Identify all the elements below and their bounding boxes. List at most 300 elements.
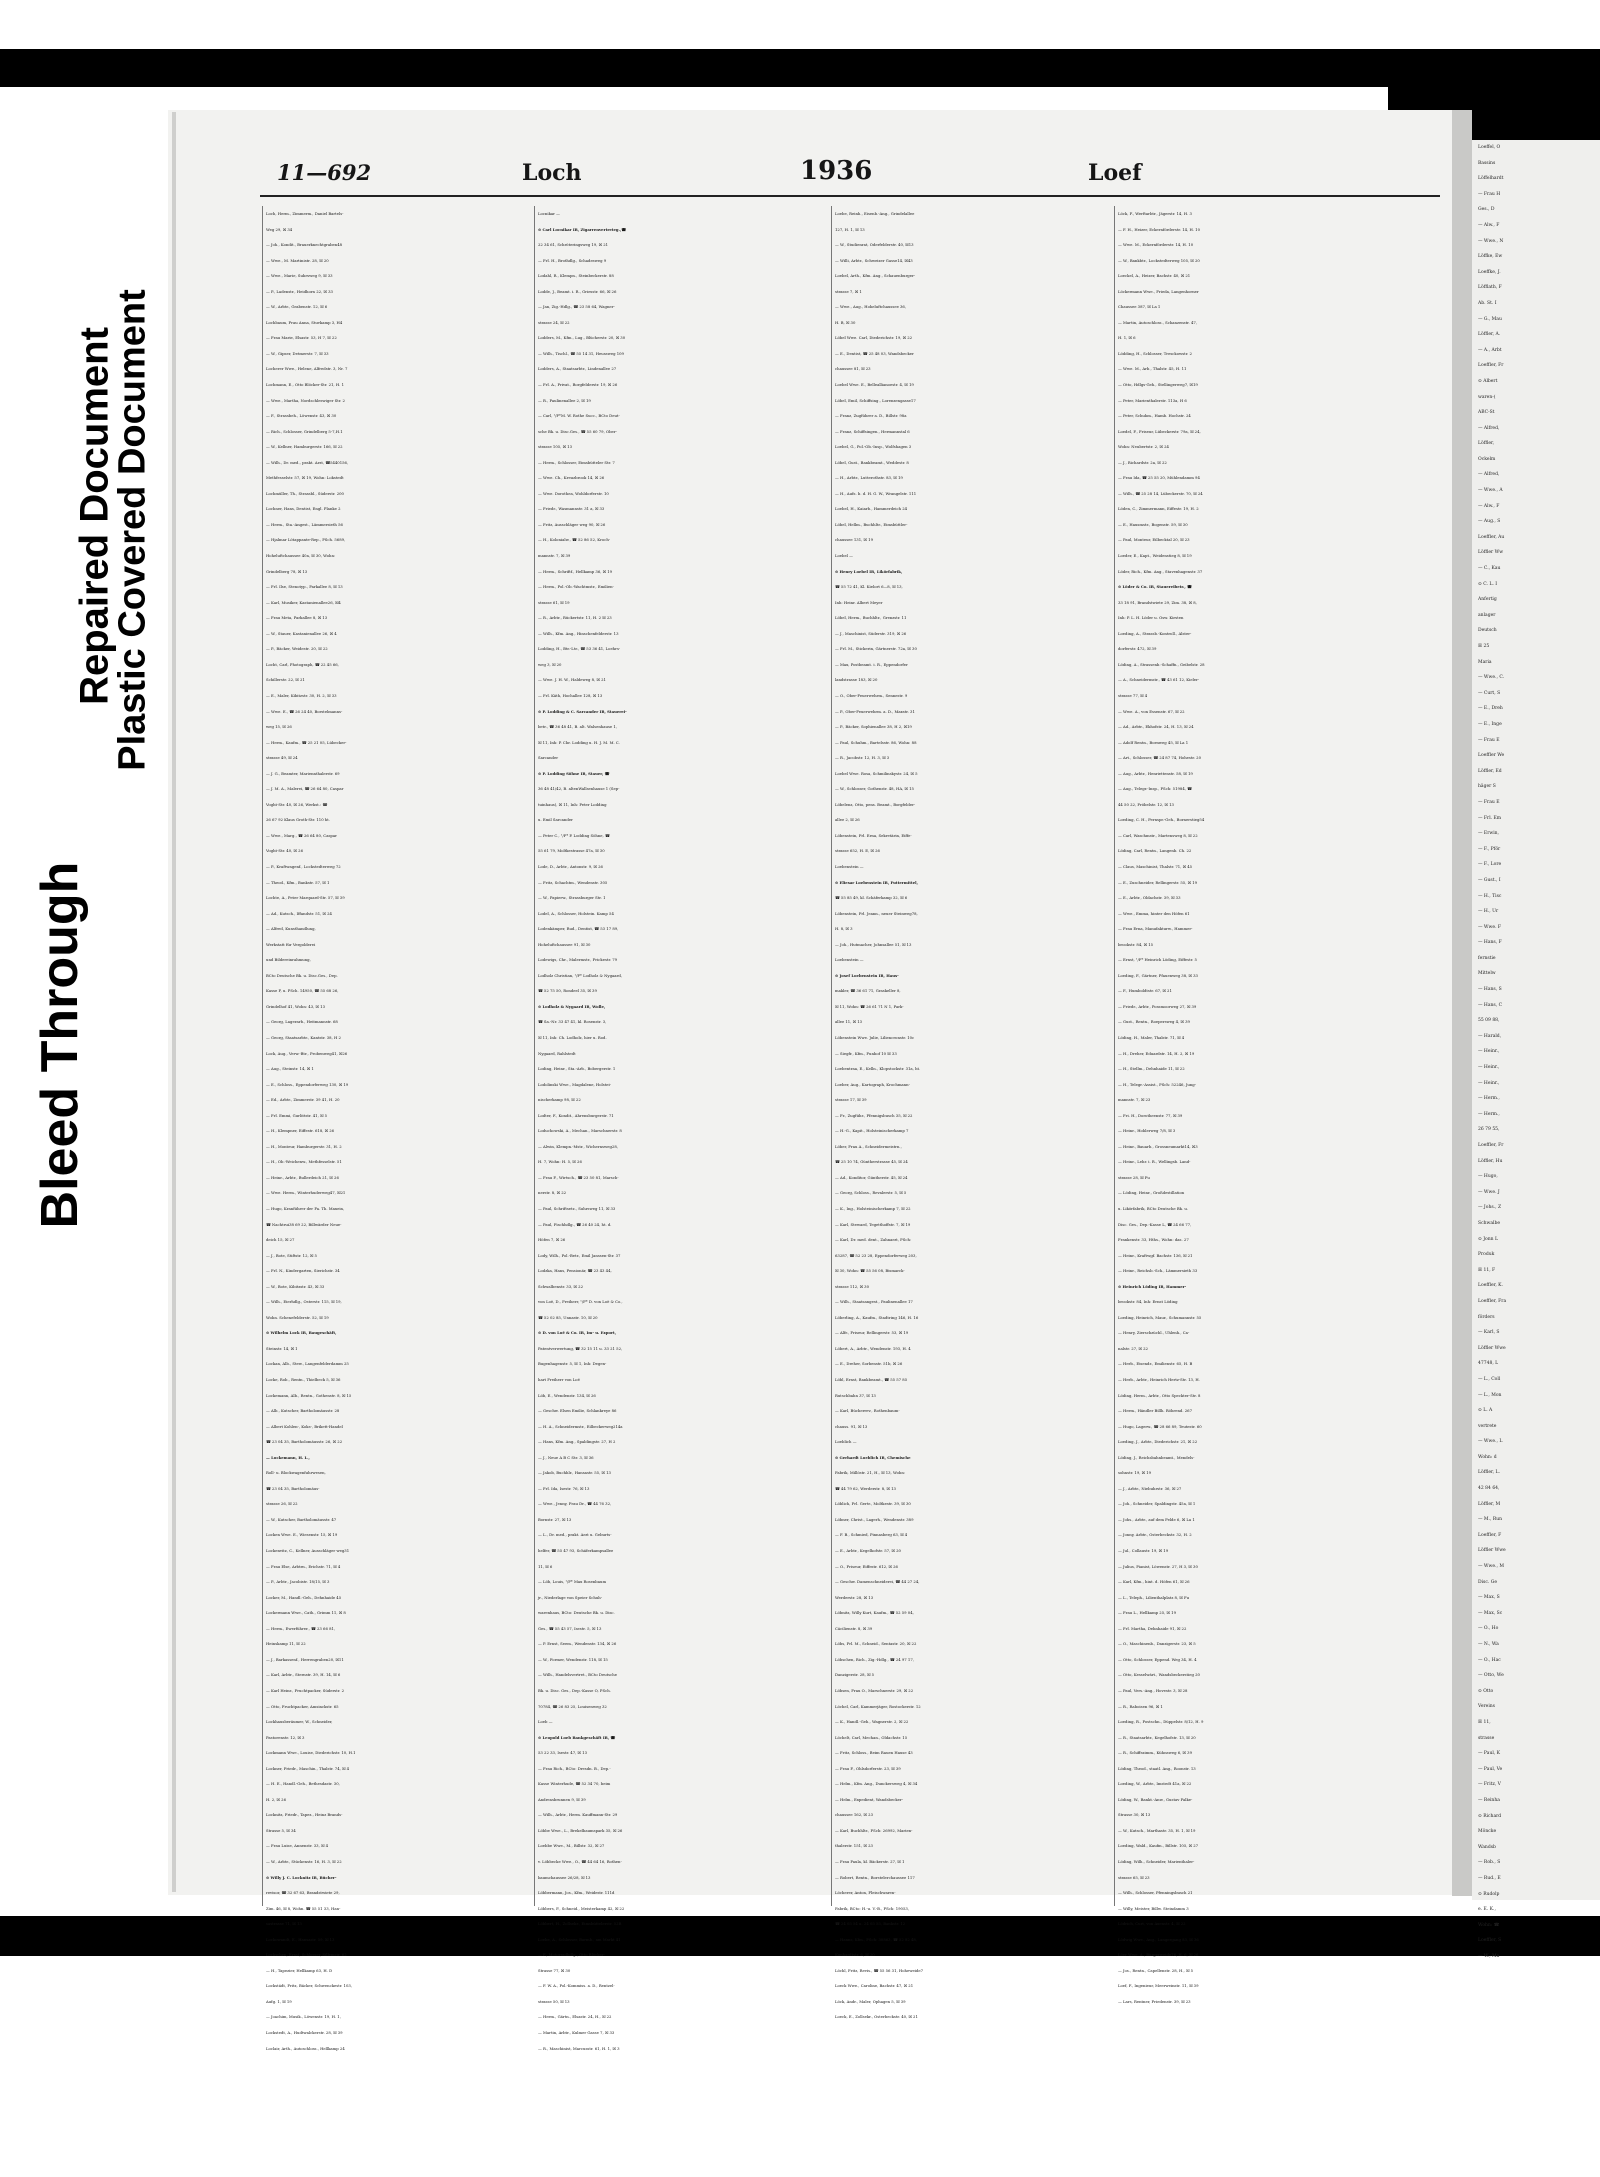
directory-entry-line: — O., Maschinenb., Danzigerstr. 23, ☒ 5 bbox=[1118, 1641, 1196, 1647]
directory-entry-line: brookstr. 84, Inh: Ernst Löding bbox=[1118, 1299, 1178, 1305]
directory-entry-line: 26 67 92 Klaus Groth-Str. 110 ht. bbox=[266, 817, 330, 823]
directory-entry-line: — Ed., Arbtr., Zimmerstr. 39 41, H. 20 bbox=[266, 1097, 340, 1103]
directory-entry-line: Löbenstein, Frl. Erna, Sekretärin, Eiffe- bbox=[835, 832, 912, 838]
repaired-document-label: Repaired Document bbox=[72, 327, 117, 705]
directory-entry-line: — Aug., Telegr.-Insp., PSch: 51984, ☎ bbox=[1118, 786, 1192, 792]
directory-entry-line: — A., Arbt bbox=[1478, 347, 1502, 353]
directory-entry-line: 63287, ☎ 52 23 28, Eppendorferweg 203, bbox=[835, 1252, 917, 1258]
directory-entry-line: Lockstedt, A., Hudtwalckerstr. 28, ☒ 39 bbox=[266, 2029, 343, 2035]
directory-entry-line: — Hans, Kfm. Ang., Spaldingstr. 27, H 2 bbox=[538, 1439, 616, 1445]
directory-entry-line: Loebentraa, E., Kelln., Klopstockstr. 31a, ht. bbox=[835, 1066, 921, 1072]
directory-entry-line: — Wwe., Jenny, Frau Dr., ☎ 44 76 32, bbox=[538, 1501, 612, 1507]
directory-entry-line: Löffler, Hu bbox=[1478, 1158, 1503, 1164]
directory-entry-line: ⊙ Gerhardt Loeblich IR, Chemische bbox=[835, 1454, 911, 1460]
directory-entry-line: — F., Motorradhdlg., Otto Blöcker- bbox=[538, 1952, 605, 1958]
directory-entry-line: — W., Arbtr., Grabenstr. 12, ☒ 6 bbox=[266, 304, 328, 310]
directory-entry-line: Löding, J., Reichsbahnbeamt., Mendels- bbox=[1118, 1454, 1195, 1460]
directory-entry-line: — Martin, Autoschloss., Schanzenstr. 47, bbox=[1118, 319, 1198, 325]
directory-entry-line: — Friedr., Wasmannstr. 31 a, ☒ 33 bbox=[538, 506, 605, 512]
directory-entry-line: Heinskamp 11, ☒ 22 bbox=[266, 1641, 306, 1647]
directory-entry-line: Kasse F, u. PSch. 14950, ☎ 55 68 26, bbox=[266, 988, 339, 994]
directory-entry-line: — Wilh., Tischl., ☎ 55 14 31, Heussweg 109 bbox=[538, 350, 624, 356]
directory-entry-line: — Joachim, Musik., Löwenstr. 19, H. 1, bbox=[266, 2014, 341, 2020]
directory-entry-line: — Hugo, Kranführer der Fa. Th. Maxein, bbox=[266, 1206, 345, 1211]
directory-entry-line: Löding, A., Strassenb.-Schaffn., Geibelstr. 28 bbox=[1118, 661, 1205, 667]
directory-entry-line: — Alwin, Klempn.-Mstr., Wichernsweg28, bbox=[538, 1143, 618, 1149]
directory-entry-line: — Wilh., Handelsvertret., BCto Deutsche bbox=[538, 1672, 617, 1678]
directory-entry-line: strasse 17, ☒ 39 bbox=[835, 1097, 867, 1103]
directory-entry-line: strasse 65, ☒ 23 bbox=[1118, 1874, 1150, 1880]
directory-entry-line: — Paul, Vers.-Ang., Hovestr. 3, ☒ 28 bbox=[1118, 1687, 1188, 1693]
directory-entry-line: Strasse 30, ☒ 13 bbox=[1118, 1812, 1151, 1818]
directory-entry-line: — Franz, Schiffsingen., Hermannstal 6 bbox=[835, 428, 910, 434]
directory-entry-line: — Willi, Arbtr., Schweizer Gasse14, ☒43 bbox=[835, 257, 913, 263]
directory-entry-line: ⊙ Josef Loebenstein IR, Haus- bbox=[835, 972, 899, 978]
directory-entry-line: — Herm., Schriftf., Hellkamp 36, ☒ 19 bbox=[538, 568, 613, 574]
directory-entry-line: — F., Pför bbox=[1478, 846, 1501, 852]
directory-entry-line: — Max, Sc bbox=[1478, 1610, 1503, 1616]
directory-entry-line: Loebe, Reinh., Eisenb.-Ang., Grindelallee bbox=[835, 211, 915, 216]
directory-entry-line: nalstr. 27, ☒ 22 bbox=[1118, 1345, 1148, 1351]
directory-entry-line: Löck, F., Werftarbtr., Jägerstr. 14, H. 3 bbox=[1118, 211, 1192, 216]
directory-entry-line: Rutschbahn 37, ☒ 13 bbox=[835, 1392, 876, 1398]
directory-entry-line: — W., Former, Wendenstr. 118, ☒ 15 bbox=[538, 1656, 608, 1662]
directory-entry-line: — Ad., Kutsch., Iffandstr. 51, ☒ 24 bbox=[266, 910, 332, 916]
directory-entry-line: — Otto, Kesselwärt., Wandsbeckerstieg 20 bbox=[1118, 1672, 1200, 1678]
directory-entry-line: Methfesselstr. 57, ☒ 19, Wohn: Lokstedt bbox=[266, 475, 344, 481]
directory-entry-line: Loedel, F., Friseur, Lübeckerstr. 79a, ☒ 24, bbox=[1118, 428, 1201, 434]
directory-entry-line: ⊙ L. A bbox=[1478, 1408, 1493, 1414]
directory-entry-line: — Karl, Dr. med. dent., Zahnarzt, PSch: bbox=[835, 1237, 912, 1243]
directory-entry-line: — Wwe. F bbox=[1478, 924, 1502, 930]
directory-entry-line: — Fri. H., Dorotheenstr. 77, ☒ 39 bbox=[1118, 1112, 1183, 1118]
directory-entry-line: Löbel, Gust., Bankbeamt., Weddestr. 8 bbox=[835, 459, 909, 465]
directory-entry-line: strasse 652, H. E, ☒ 26 bbox=[835, 848, 880, 854]
directory-entry-line: Produk bbox=[1478, 1252, 1495, 1258]
directory-entry-line: Löding, Carl, Rentn., Langenb. Ch. 22 bbox=[1118, 848, 1192, 854]
directory-entry-line: Löffler, M bbox=[1478, 1501, 1501, 1507]
directory-entry-line: Loebbe Wwe., M., Billstr. 32, ☒ 27 bbox=[538, 1843, 605, 1849]
directory-entry-line: — Curt, S bbox=[1478, 690, 1501, 696]
directory-entry-line: — Wwe. Herm., Winterhuderweg47, ☒21 bbox=[266, 1190, 346, 1196]
directory-entry-line: Locherer Wwe., Helene, Alfredstr. 3, Nr. 7 bbox=[266, 366, 348, 372]
directory-entry-line: 26 79 55, bbox=[1478, 1127, 1500, 1133]
directory-entry-line: H. 2, ☒ 26 bbox=[266, 1796, 286, 1802]
directory-entry-line: Löbenstein, Frl. Jeann., neuer Steinweg78, bbox=[835, 910, 918, 916]
directory-entry-line: Bugenhagenstr. 5, ☒ 1, Inh: Degen- bbox=[538, 1361, 607, 1367]
directory-entry-line: Wohn: Neubertstr. 2, ☒ 24 bbox=[1118, 444, 1169, 450]
directory-entry-line: thalerstr. 151, ☒ 23 bbox=[835, 1843, 873, 1849]
directory-entry-line: ☒ 11, bbox=[1478, 1719, 1491, 1725]
directory-entry-line: ☎ 52 75 50, Rondeel 35, ☒ 39 bbox=[538, 988, 597, 994]
directory-entry-line: — H., Stellm., Dehnhaide 11, ☒ 22 bbox=[1118, 1066, 1185, 1072]
directory-entry-line: Lock, Aug., Verw.-Btr., Probenweg41, ☒26 bbox=[266, 1050, 348, 1056]
directory-entry-line: jr., Niederlage von Speier Schuh- bbox=[538, 1594, 603, 1600]
directory-entry-line: — Herm., Kaufm., ☎ 25 21 05, Lübecker- bbox=[266, 739, 347, 745]
directory-entry-line: — Aug., Arbtr., Henriettenstr. 58, ☒ 19 bbox=[1118, 770, 1193, 776]
directory-entry-line: — Willy, Meister, Billw. Steindamm 3 bbox=[1118, 1905, 1189, 1911]
directory-entry-line: Wohn. Schenefelderstr. 52, ☒ 19 bbox=[266, 1314, 329, 1320]
directory-entry-line: — Jakob, Buchhlr., Hansastr. 55, ☒ 13 bbox=[538, 1470, 611, 1476]
directory-entry-line: Mittelw bbox=[1478, 971, 1496, 977]
directory-entry-line: Vereins bbox=[1478, 1704, 1495, 1710]
directory-entry-line: Löb, E., Wendenstr. 134, ☒ 26 bbox=[538, 1392, 596, 1398]
directory-entry-line: — Paul, K bbox=[1478, 1751, 1500, 1757]
directory-entry-line: Loebel, G., Pol.-Ob.-Insp., Wolfshagen 3 bbox=[835, 444, 912, 450]
directory-entry-line: Loeffler We bbox=[1478, 753, 1505, 759]
directory-entry-line: — N., Wa bbox=[1478, 1642, 1499, 1647]
directory-entry-line: — P., Bäcker, Weidestr. 20, ☒ 22 bbox=[266, 646, 328, 652]
directory-entry-line: — J., Neue A B C Str. 3, ☒ 36 bbox=[538, 1454, 594, 1460]
directory-entry-line: — Frau Else, Arbtrn., Erichstr. 71, ☒ 4 bbox=[266, 1563, 341, 1569]
directory-entry-line: — Peter, Marienthalerstr. 113a, H 6 bbox=[1118, 397, 1187, 403]
directory-entry-line: — Julius, Pianist, Löwenstr. 27, H 3, ☒ 30 bbox=[1118, 1563, 1198, 1569]
directory-entry-line: H. B, ☒ 30 bbox=[835, 319, 856, 325]
directory-entry-line: Lodders, A., Staatsarbtr., Lindenallee 27 bbox=[538, 366, 617, 372]
directory-entry-line: chauss. 91, ☒ 13 bbox=[835, 1423, 868, 1429]
directory-entry-line: — Hans, S bbox=[1478, 987, 1502, 993]
directory-entry-line: Loeffler, K. bbox=[1478, 1283, 1503, 1289]
directory-entry-line: Loeck Wwe., Caroline, Bachstr. 47, ☒ 21 bbox=[835, 1983, 914, 1989]
directory-entry-line: Lochbaum, Frau Anna, Stuvkamp 3, H4 bbox=[266, 319, 343, 325]
directory-entry-line: — Fritz, Schachtm., Wendenstr. 305 bbox=[538, 879, 608, 885]
directory-entry-line: — H. E., Handl.-Geh., Bethesdastr. 30, bbox=[266, 1781, 340, 1787]
directory-entry-line: ☒ 11, Inh: P. Chr. Lodding u. H. J. M. M. C. bbox=[538, 739, 620, 745]
directory-entry-line: Loeding, Heinrich, Maur., Schumannstr. 55 bbox=[1118, 1314, 1202, 1320]
directory-entry-line: Werderstr. 28, ☒ 13 bbox=[835, 1594, 874, 1600]
directory-entry-line: — H., Ob.-Weichenw., Methfesselstr. 51 bbox=[266, 1159, 342, 1165]
directory-column-1 bbox=[262, 206, 535, 2051]
directory-entry-line: Voght-Str. 40, ☒ 26, Werkst.: ☎ bbox=[266, 801, 328, 807]
directory-entry-line: Lockschen, Ernst, Schlosser, Sillemstr. 62 bbox=[266, 1952, 347, 1958]
directory-entry-line: — Paul, Schriftsetz., Suhrsweg 11, ☒ 33 bbox=[538, 1206, 616, 1211]
directory-entry-line: — A., Schneidermstr., ☎ 43 61 12, Kieler- bbox=[1118, 677, 1200, 683]
directory-entry-line: — P., Ladenstr., Heidhorn 22, ☒ 33 bbox=[266, 288, 333, 294]
directory-entry-line: — Herm., Pol.-Ob.-Wachtmstr., Emilien- bbox=[538, 584, 614, 590]
directory-entry-line: Andreasbrunnen 9, ☒ 39 bbox=[538, 1796, 586, 1802]
directory-column-3 bbox=[831, 206, 1115, 2020]
directory-entry-line: Löffler, A. bbox=[1478, 332, 1501, 338]
directory-entry-line: — Hugo, bbox=[1478, 1174, 1498, 1180]
directory-entry-line: ☎ 24 05 54 u. 24 05 55, Bankstr. 12 bbox=[835, 1921, 906, 1927]
directory-entry-line: Locker, M., Handl.-Geh., Dehnhaide 45 bbox=[266, 1594, 342, 1600]
directory-entry-line: Lodzka, Hans, Pensionär, ☎ 23 43 44, bbox=[538, 1268, 612, 1274]
directory-entry-line: ⊙ Wilhelm Lock IR, Baugeschäft, bbox=[266, 1330, 337, 1336]
directory-entry-line: Löchl, Fritz, Revis., ☎ 55 56 31, Hoheweide7 bbox=[835, 1967, 923, 1973]
directory-entry-line: H. 1, ☒ 6 bbox=[1118, 335, 1136, 341]
directory-entry-line: — Aug., Steinstr. 14, ☒ 1 bbox=[266, 1066, 314, 1072]
directory-entry-line: Lodenkämper, Rud., Dentist, ☎ 53 17 89, bbox=[538, 926, 619, 932]
directory-entry-line: — Herm., bbox=[1478, 1111, 1500, 1117]
directory-entry-line: — W., Kellner, Hamburgerstr. 166, ☒ 22 bbox=[266, 444, 343, 450]
directory-entry-line: anlager bbox=[1478, 612, 1496, 618]
directory-entry-line: Lochmann, E., Otto Blöcker-Str. 21, H. 1 bbox=[266, 382, 344, 388]
directory-entry-line: H. 7, Wohn: H. 5, ☒ 26 bbox=[538, 1159, 582, 1165]
directory-entry-line: — Alw., F bbox=[1478, 503, 1500, 509]
directory-entry-line: makler, ☎ 36 61 71, Graskeller 8, bbox=[835, 988, 901, 994]
directory-entry-line: — Fritz, V bbox=[1478, 1782, 1501, 1788]
directory-entry-line: — H., Monteur, Hamburgerstr. 31, H. 2 bbox=[266, 1143, 342, 1149]
year: 1936 bbox=[800, 156, 873, 186]
header-rule bbox=[260, 195, 1440, 197]
directory-entry-line: Pastorenstr. 12, ☒ 3 bbox=[266, 1734, 305, 1740]
directory-entry-line: hart Freiherr von Loë bbox=[538, 1377, 580, 1383]
directory-entry-line: — Jan, Zig.-Hdlg., ☎ 23 58 64, Wagner- bbox=[538, 304, 615, 310]
next-page-fragment bbox=[1472, 140, 1600, 1959]
directory-entry-line: Höfen 7, ☒ 26 bbox=[538, 1237, 566, 1243]
directory-entry-line: Fabrik, Millöstr. 21, H., ☒ 13, Wohn: bbox=[835, 1470, 906, 1476]
directory-entry-line: Löbel, Hellm., Buchhltr., Eimsbüttler- bbox=[835, 521, 908, 527]
directory-entry-line: Werkstatt für Vergolderei bbox=[266, 941, 316, 947]
directory-entry-line: Lochner, Hans, Dentist, Engl. Planke 2 bbox=[266, 506, 341, 512]
directory-entry-line: Lody, Wilh., Pol.-Betr., Emil Janssen-Str. 37 bbox=[538, 1252, 621, 1258]
directory-entry-line: Löding, H., Maler, Thalstr. 71, ☒ 4 bbox=[1118, 1034, 1185, 1040]
directory-entry-line: Locke, Rob., Rentn., Thielbeck 5, ☒ 36 bbox=[266, 1377, 341, 1383]
directory-entry-line: Lockermann Wwe., Cath., Grimm 11, ☒ 8 bbox=[266, 1610, 346, 1616]
directory-entry-line: sastrasse 71, ☒ 13 bbox=[266, 1921, 302, 1927]
directory-entry-line: — Wwe., M. Martinistr. 28, ☒ 20 bbox=[266, 257, 329, 263]
directory-entry-line: baumchaussee 26/28, ☒ 13 bbox=[538, 1874, 591, 1880]
directory-entry-line: ☎ 55 85 49, kl. Schäferkamp 32, ☒ 6 bbox=[835, 895, 908, 901]
directory-entry-line: — W., Papierw., Strassburger Str. 1 bbox=[538, 895, 606, 901]
directory-entry-line: Löbsen, Frau O., Marschnerstr. 29, ☒ 22 bbox=[835, 1687, 914, 1693]
directory-entry-line: — L., Mon bbox=[1478, 1392, 1502, 1398]
directory-entry-line: Löding, Wilh., Schneider, Marienthaler- bbox=[1118, 1858, 1195, 1864]
directory-entry-line: — F., Humboldtstr. 67, ☒ 21 bbox=[1118, 988, 1172, 994]
directory-entry-line: — Harald, bbox=[1478, 1033, 1502, 1039]
directory-entry-line: Lodewigs, Chr., Malermstr., Frickestr. 79 bbox=[538, 957, 618, 963]
directory-entry-line: förders bbox=[1478, 1314, 1495, 1320]
directory-entry-line: Loeding, A., Strassb.-Kontroll., Alster- bbox=[1118, 630, 1192, 636]
directory-entry-line: Lodde, J., Beamt. i. R., Griesstr. 66, ☒ 26 bbox=[538, 288, 617, 294]
directory-entry-line: — Franz, Zugführer a. D., Billstr. 98a bbox=[835, 413, 907, 419]
directory-entry-line: Löbnitz, Willy Kurt, Kaufm., ☎ 52 59 04, bbox=[835, 1610, 914, 1616]
directory-entry-line: — Martin, Arbtr., Kulmer Gasse 7, ☒ 33 bbox=[538, 2029, 615, 2035]
directory-entry-line: — J., Maschinist, Süderstr. 319, ☒ 26 bbox=[835, 630, 907, 636]
directory-entry-line: — Wilh., Arbtr., Herm. Kauffmann-Str. 29 bbox=[538, 1812, 618, 1818]
directory-entry-line: — Gust., I bbox=[1478, 877, 1501, 883]
directory-entry-line: — Claus, Maschinist, Thalstr. 71, ☒ 45 bbox=[1118, 863, 1193, 869]
directory-entry-line: — Herb., Eisendr., Emilienstr. 65, H. B bbox=[1118, 1361, 1193, 1367]
directory-entry-line: strasse 61, ☒ 19 bbox=[538, 599, 570, 605]
directory-entry-line: — Löb, Louis, ¹/F* Max Rosenbaum bbox=[538, 1579, 607, 1585]
directory-entry-line: — Otto, Fruchtpacker, Amsinckstr. 65 bbox=[266, 1703, 339, 1709]
directory-entry-line: Inh: P. L. H. Löder u. Osw. Kirsten bbox=[1118, 615, 1184, 621]
directory-entry-line: sche Bk. u. Disc.Ges., ☎ 55 60 79, Ober- bbox=[538, 428, 617, 434]
directory-entry-line: — Joh., Kondit., Brauerknechtgraben48 bbox=[266, 242, 343, 248]
directory-entry-line: — Wilh., Eierhdlg., Osterstr. 115, ☒ 19, bbox=[266, 1299, 342, 1305]
directory-entry-line: — W., Stauer, Kastanienallee 26, ☒ 4 bbox=[266, 630, 337, 636]
directory-entry-line: Loebel, Arth., Kfm. Ang., Schauenburger- bbox=[835, 273, 916, 279]
directory-entry-line: Loeffel, O bbox=[1478, 145, 1501, 150]
directory-entry-line: — H., Ur bbox=[1478, 909, 1499, 915]
directory-entry-line: Löbbermann, Jos., Kfm., Weidestr. 111d bbox=[538, 1890, 615, 1896]
directory-entry-line: — E., Dentist, ☎ 25 48 03, Wandsbecker bbox=[835, 350, 914, 356]
directory-entry-line: Löffelhardt bbox=[1478, 176, 1504, 182]
directory-entry-line: weg 3, ☒ 20 bbox=[538, 661, 562, 667]
directory-entry-line: ☎ 44 79 62, Werderstr. 8, ☒ 13 bbox=[835, 1485, 896, 1491]
directory-entry-line: ☒ 30, Wohn: ☎ 55 56 08, Bismarck- bbox=[835, 1268, 905, 1274]
directory-entry-line: 70784, ☎ 26 83 25, Louisenweg 32 bbox=[538, 1703, 607, 1709]
directory-entry-line: dorferstr. 472, ☒ 39 bbox=[1118, 646, 1157, 652]
directory-entry-line: v. Löbbecke Wwe., O., ☎ 44 64 16, Rothen- bbox=[538, 1858, 622, 1864]
directory-entry-line: — K., Ing., Holsteinischerkamp 7, ☒ 22 bbox=[835, 1206, 911, 1211]
directory-entry-line: Wohn: d bbox=[1478, 1454, 1497, 1460]
directory-entry-line: Kunhardtstr. 6, ☒ 20 bbox=[835, 1952, 875, 1958]
directory-entry-line: — W., Ma bbox=[1478, 1953, 1500, 1959]
directory-entry-line: ⊙ Richard bbox=[1478, 1813, 1502, 1819]
directory-entry-line: ⊙ Jonn L bbox=[1478, 1236, 1498, 1242]
directory-entry-line: — Karl, Bücherrev., Rothenbaum- bbox=[835, 1408, 900, 1414]
directory-entry-line: — Johs., Arbtr., auf dem Felde 6, ☒ La 1 bbox=[1118, 1516, 1195, 1522]
directory-entry-line: ⊙ Eliesar Loebenstein IR, Futtermittel, bbox=[835, 879, 918, 885]
directory-entry-line: — Frau Luise, Annenstr. 33, ☒ 4 bbox=[266, 1843, 329, 1849]
directory-entry-line: — Heinr., Bauarb., Grossneumarkt14, ☒3 bbox=[1118, 1143, 1198, 1149]
directory-entry-line: Löbs, Frl. M., Schneid., Sentastr. 20, ☒ 22 bbox=[835, 1641, 917, 1647]
directory-entry-line: Loeding, W., Arbtr., Imstedt 41a, ☒ 22 bbox=[1118, 1781, 1192, 1787]
directory-entry-line: — Jonny, Arbtr., Osterbeckstr. 32, H. 2 bbox=[1118, 1532, 1192, 1538]
directory-entry-line: ⊙ Leopold Loeb Bankgeschäft IR, ☎ bbox=[538, 1734, 616, 1740]
directory-entry-line: Löckermann Wwe., Frieda, Langenhorner bbox=[1118, 288, 1199, 294]
directory-entry-line: sohnstr. 19, ☒ 19 bbox=[1118, 1470, 1152, 1476]
directory-entry-line: Ockelm bbox=[1478, 456, 1496, 462]
directory-entry-line: — Frau E bbox=[1478, 799, 1500, 805]
directory-entry-line: strasse bbox=[1478, 1735, 1495, 1741]
directory-entry-line: — R., Arbtr., Rückertstr. 11, H. 2 ☒ 23 bbox=[538, 615, 612, 621]
directory-entry-line: strasse 26, ☒ 22 bbox=[266, 1501, 298, 1507]
directory-entry-line: — Heinr., bbox=[1478, 1080, 1500, 1086]
directory-entry-line: — Henry, Zierschzüchl., Uhlenh., Ca- bbox=[1118, 1330, 1190, 1336]
directory-entry-line: Loebel, H., Kaiarb., Hammerdeich 24 bbox=[835, 506, 908, 512]
directory-entry-line: Aufg. 1, ☒ 19 bbox=[266, 1998, 292, 2004]
directory-entry-line: Loeding, Wald., Kaufm., Billstr. 105, ☒ 27 bbox=[1118, 1843, 1199, 1849]
directory-entry-line: — Wwe. Ch., Kreuzbrook 14, ☒ 26 bbox=[538, 475, 605, 481]
directory-entry-line: Loeffke, J. bbox=[1478, 269, 1501, 275]
directory-entry-line: Locht, Carl, Photograph, ☎ 22 45 66, bbox=[266, 661, 339, 667]
directory-entry-line: Voght-Str. 40, ☒ 26 bbox=[266, 848, 303, 854]
directory-entry-line: 11, ☒ 6 bbox=[538, 1563, 553, 1569]
directory-entry-line: waren-( bbox=[1478, 394, 1496, 400]
directory-entry-line: deich 15, ☒ 27 bbox=[266, 1237, 295, 1243]
directory-entry-line: — J., Bote, Stiftstr. 12, ☒ 5 bbox=[266, 1252, 317, 1258]
directory-entry-line: ☎ 25 10 74, Güntherstrasse 45, ☒ 24 bbox=[835, 1159, 908, 1165]
directory-entry-line: Loeder, E., Kapt., Weidenstieg 8, ☒ 19 bbox=[1118, 553, 1192, 559]
directory-entry-line: — Herb., Arbtr., Heinrich Hertz-Str. 13, H. bbox=[1118, 1377, 1200, 1383]
directory-entry-line: — Wilh., ☎ 25 28 14, Lübeckerstr. 70, ☒ 24 bbox=[1118, 490, 1203, 496]
catchword-left: Loch bbox=[522, 160, 582, 186]
directory-entry-line: — Wwe., Emma, hinter den Höfen 61 bbox=[1118, 910, 1190, 916]
directory-entry-line: — Paul, Ve bbox=[1478, 1766, 1503, 1772]
directory-entry-line: — Herm., Schlosser, Eimsbütteler Str. 7 bbox=[538, 459, 615, 465]
directory-entry-line: — Albert Kohlen-, Koks-, Brikett-Handel bbox=[266, 1423, 343, 1429]
directory-entry-line: Löbbert, H., Zollsekr., Eimsbüttelerstr. 52B bbox=[538, 1921, 622, 1927]
directory-entry-line: Löffler, bbox=[1478, 441, 1495, 447]
directory-entry-line: Löffler Ww bbox=[1478, 550, 1504, 556]
directory-entry-line: Sarcander bbox=[538, 755, 559, 761]
directory-entry-line: — Frau Rich., BCto: Dresdn. B., Dep.- bbox=[538, 1765, 611, 1771]
directory-entry-line: — Ernst, ¹/F* Heinrich Löding, Eiffestr. 5 bbox=[1118, 957, 1197, 963]
directory-entry-line: — H., Kolonialw., ☎ 52 86 52, Kroch- bbox=[538, 537, 611, 543]
directory-entry-line: — Adolf Rentn., Bornweg 45, ☒ La 1 bbox=[1118, 739, 1189, 745]
directory-entry-line: allee 11, ☒ 13 bbox=[835, 1019, 863, 1025]
directory-entry-line: ⊙ Otto bbox=[1478, 1688, 1494, 1694]
directory-entry-line: — Wwe., C. bbox=[1478, 675, 1505, 681]
directory-entry-line: — E., Dreher, Sorbenstr. 51b, ☒ 26 bbox=[835, 1361, 903, 1367]
directory-entry-line: — Karl, Steward, Tegetthoffstr. 7, ☒ 19 bbox=[835, 1221, 911, 1227]
directory-entry-line: — Gust., Rentn., Roepersweg 4, ☒ 39 bbox=[1118, 1019, 1190, 1025]
directory-entry-line: — O., Friseur, Eiffestr. 612, ☒ 26 bbox=[835, 1563, 898, 1569]
directory-entry-line: — Alw., F bbox=[1478, 222, 1500, 228]
directory-entry-line: — Ad., Konditor, Güntherstr. 45, ☒ 24 bbox=[835, 1174, 908, 1180]
directory-entry-line: — Lars, Rentner, Friedenstr. 39, ☒ 23 bbox=[1118, 1998, 1191, 2004]
directory-entry-line: Loef, F., Ingenieur, Meerweinstr. 11, ☒ 39 bbox=[1118, 1983, 1199, 1989]
directory-entry-line: Loeck, E., Zollsekr., Osterbeckstr. 40, ☒ 21 bbox=[835, 2014, 918, 2020]
directory-entry-line: Roll- u. Blockwagenfuhrwesen, bbox=[266, 1470, 326, 1476]
directory-entry-line: — Rob., S bbox=[1478, 1860, 1501, 1866]
directory-entry-line: — Wwe., Marie, Suhrsweg 9, ☒ 33 bbox=[266, 273, 333, 279]
directory-entry-line: — Geschw. Damenschneiderei, ☎ 44 27 24, bbox=[835, 1579, 920, 1585]
directory-entry-line: ☎ 55 72 41, Kl. Kielort 6—8, ☒ 13, bbox=[835, 584, 903, 590]
directory-entry-line: strasse 112, ☒ 30 bbox=[835, 1283, 870, 1289]
directory-entry-line: Lodter, F., Kondit., Ahrensburgerstr. 71 bbox=[538, 1112, 614, 1118]
directory-entry-line: Danzigerstr. 28, ☒ 5 bbox=[835, 1672, 875, 1678]
directory-entry-line: 33 18 91, Brandstwiete 29, Zim. 38, ☒ 8, bbox=[1118, 599, 1197, 605]
directory-entry-line: — Paul, Schuhm., Bartelsstr. 86, Wohn: 88 bbox=[835, 739, 917, 745]
directory-entry-line: Lodahl, R., Klempn., Steinbeckerstr. 88 bbox=[538, 273, 614, 279]
directory-entry-line: — Wwe. J bbox=[1478, 1189, 1500, 1195]
directory-entry-line: — Frl. Käth, Hochallee 128, ☒ 13 bbox=[538, 692, 603, 698]
directory-entry-line: — Joh., Hutmacher, Johnsallee 51, ☒ 13 bbox=[835, 941, 912, 947]
directory-entry-line: — P., Ober-Feuerwehrm. a. D., Maxstr. 31 bbox=[835, 708, 915, 714]
directory-entry-line: — Georg, Staatsarbtr., Kantstr. 38, H 2 bbox=[266, 1034, 341, 1040]
directory-entry-line: H. 8, ☒ 3 bbox=[835, 926, 853, 932]
directory-entry-line: — Max, Postbeamt. i. R., Eppendorfer bbox=[835, 661, 908, 667]
directory-entry-line: Nygaard, Rahlstedt bbox=[538, 1050, 576, 1056]
directory-entry-line: Löbel, Herm., Buchhltr., Grenzstr. 11 bbox=[835, 615, 907, 621]
directory-entry-line: — K., Handl.-Geh., Wagnerstr. 2, ☒ 22 bbox=[835, 1719, 909, 1725]
directory-entry-line: — E., Arbtr., Oldachstr. 39, ☒ 33 bbox=[1118, 895, 1181, 901]
directory-entry-line: — P., Arbtr., Jacobistr. 18/15, ☒ 3 bbox=[266, 1579, 330, 1585]
directory-entry-line: Disc. Ges., Dep.-Kasse L, ☎ 24 66 77, bbox=[1118, 1221, 1192, 1227]
directory-entry-line: 44 50 22, Fröbelstr. 12, ☒ 13 bbox=[1118, 801, 1174, 807]
directory-entry-line: Loeb — bbox=[538, 1719, 553, 1725]
directory-entry-line: — Georg, Schloss., Revalerstr. 5, ☒ 5 bbox=[835, 1190, 907, 1196]
directory-entry-line: — Alfred, Kunsthandlung, bbox=[266, 926, 316, 932]
directory-entry-line: Schwalbe bbox=[1478, 1220, 1501, 1226]
directory-entry-line: — Heinr., bbox=[1478, 1065, 1500, 1071]
directory-entry-line: — Karl Heinr., Fruchtpacker, Süderstr. 2 bbox=[266, 1687, 344, 1693]
directory-entry-line: Hoheluftchaussee 91, ☒ 30 bbox=[538, 941, 591, 947]
directory-entry-line: Löding, W., Bankt.-Anw., Gustav Falke- bbox=[1118, 1796, 1193, 1802]
directory-entry-line: — Friedr., Arbtr., Possmoorweg 27, ☒ 39 bbox=[1118, 1003, 1197, 1009]
directory-entry-line: — F. B., Schmied, Pinnasberg 63, ☒ 4 bbox=[835, 1532, 908, 1538]
directory-entry-line: — Hans, C bbox=[1478, 1002, 1503, 1008]
directory-entry-line: Maria bbox=[1478, 659, 1492, 665]
directory-entry-line: Lodding, H., Btr.-Ltr., ☎ 53 36 41, Loehrs- bbox=[538, 646, 621, 652]
directory-entry-line: Möncke bbox=[1478, 1829, 1497, 1835]
directory-entry-line: BCto Deutsche Bk. u. Disc.Ges., Dep. bbox=[266, 972, 338, 978]
directory-entry-line: — Alb., Kutscher, Bartholomäusstr. 28 bbox=[266, 1408, 340, 1414]
directory-entry-line: — Frl. Ilse, Stenotyp., Parkallee 8, ☒ 13 bbox=[266, 584, 343, 590]
directory-entry-line: nischerkamp 98, ☒ 22 bbox=[538, 1097, 581, 1103]
directory-entry-line: Lodholz Christian, ¹/F* Lodholz & Nygaard, bbox=[538, 972, 622, 978]
directory-entry-line: Löbenstein Wwe. Julie, Liliencronstr. 10c bbox=[835, 1034, 915, 1040]
directory-entry-line: — O., Hac bbox=[1478, 1657, 1501, 1663]
directory-entry-line: Loeffler, S bbox=[1478, 1938, 1502, 1944]
directory-entry-line: und Bildereinrahmung, bbox=[266, 957, 311, 963]
directory-entry-line: Locknitz, Friedr., Tapez., Heinz Brands- bbox=[266, 1812, 343, 1818]
directory-entry-line: — Wilh., Dr. med., prakt. Arzt, ☎5440156, bbox=[266, 459, 349, 465]
